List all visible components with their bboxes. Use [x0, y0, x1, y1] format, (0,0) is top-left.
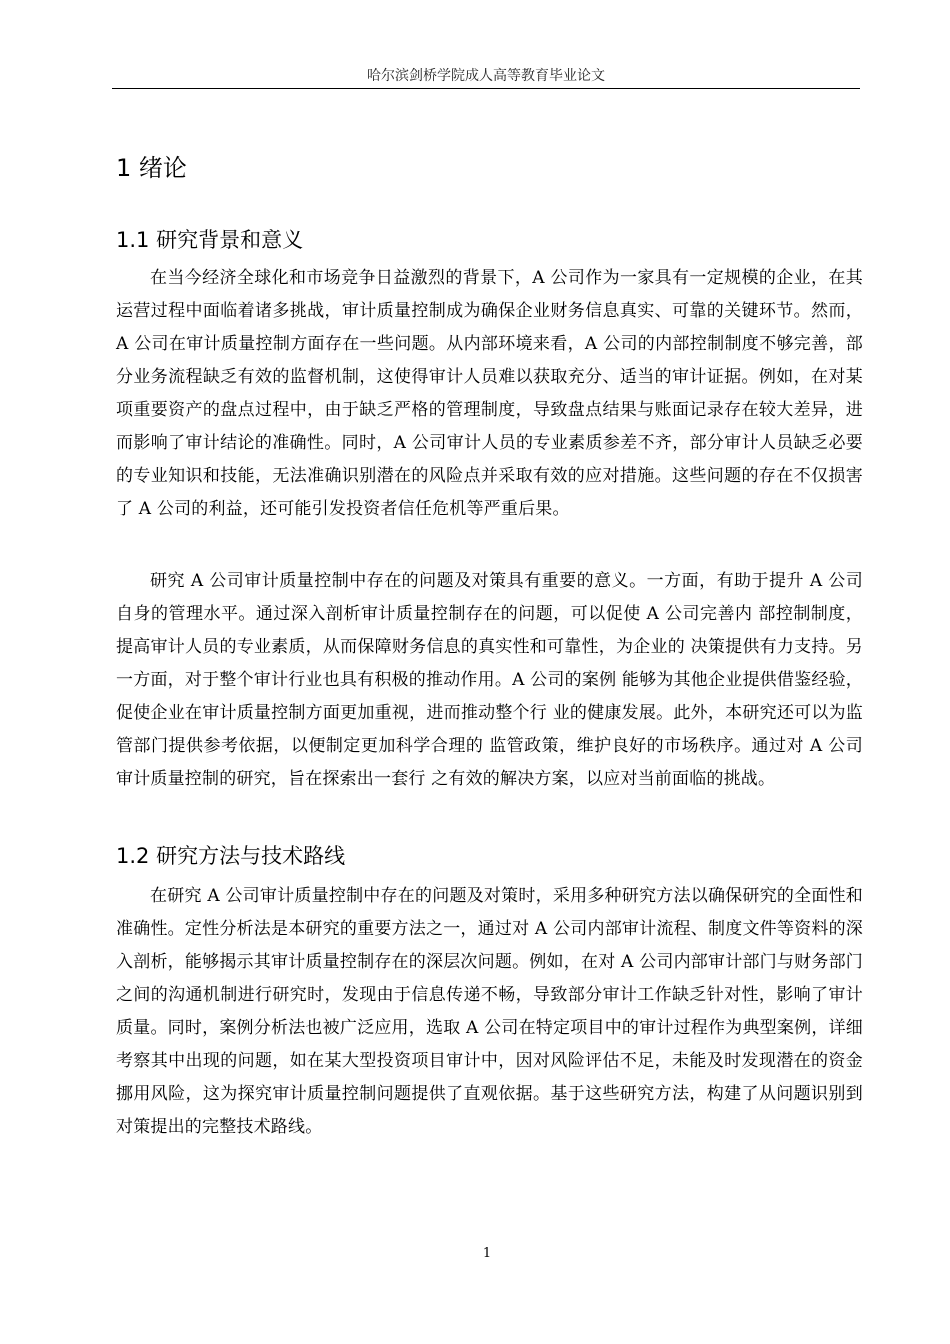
- paragraph-methods: 在研究 A 公司审计质量控制中存在的问题及对策时，采用多种研究方法以确保研究的全面性和准确性。定性分析法是本研究的重要方法之一，通过对 A 公司内部审计流程、制度文件等资料的深入剖析，能够揭示其审计质量控制存在的深层次问题。例如，在对 A 公司内部审计部门与财务部门之间的沟通机制进行研究时，发现由于信息传递不畅，导致部分审计工作缺乏针对性，影响了审计质量。同时，案例分析法也被广泛应用，选取 A 公司在特定项目中的审计过程作为典型案例，详细考察其中出现的问题，如在某大型投资项目审计中，因对风险评估不足，未能及时发现潜在的资金挪用风险，这为探究审计质量控制问题提供了直观依据。基于这些研究方法，构建了从问题识别到对策提出的完整技术路线。: [116, 886, 863, 1137]
- section-title-1-2: 1.2 研究方法与技术路线: [116, 844, 346, 868]
- chapter-title: 1 绪论: [116, 154, 187, 182]
- paragraph-significance: 研究 A 公司审计质量控制中存在的问题及对策具有重要的意义。一方面，有助于提升 A 公司自身的管理水平。通过深入剖析审计质量控制存在的问题，可以促使 A 公司完善内 部控制制度，提高审计人员的专业素质，从而保障财务信息的真实性和可靠性，为企业的 决策提供有力支持。另一方面，对于整个审计行业也具有积极的推动作用。A 公司的案例 能够为其他企业提供借鉴经验，促使企业在审计质量控制方面更加重视，进而推动整个行 业的健康发展。此外，本研究还可以为监管部门提供参考依据，以便制定更加科学合理的 监管政策，维护良好的市场秩序。通过对 A 公司审计质量控制的研究，旨在探索出一套行 之有效的解决方案，以应对当前面临的挑战。: [116, 571, 863, 789]
- paragraph-background: 在当今经济全球化和市场竞争日益激烈的背景下，A 公司作为一家具有一定规模的企业，在其运营过程中面临着诸多挑战，审计质量控制成为确保企业财务信息真实、可靠的关键环节。然而，A 公司在审计质量控制方面存在一些问题。从内部环境来看，A 公司的内部控制制度不够完善，部分业务流程缺乏有效的监督机制，这使得审计人员难以获取充分、适当的审计证据。例如，在对某项重要资产的盘点过程中，由于缺乏严格的管理制度，导致盘点结果与账面记录存在较大差异，进而影响了审计结论的准确性。同时，A 公司审计人员的专业素质参差不齐，部分审计人员缺乏必要的专业知识和技能，无法准确识别潜在的风险点并采取有效的应对措施。这些问题的存在不仅损害了 A 公司的利益，还可能引发投资者信任危机等严重后果。: [116, 268, 863, 519]
- page-number: 1: [482, 1246, 492, 1261]
- page-header-title: 哈尔滨剑桥学院成人高等教育毕业论文: [367, 68, 605, 84]
- section-title-1-1: 1.1 研究背景和意义: [116, 228, 304, 252]
- header-divider: [112, 88, 860, 89]
